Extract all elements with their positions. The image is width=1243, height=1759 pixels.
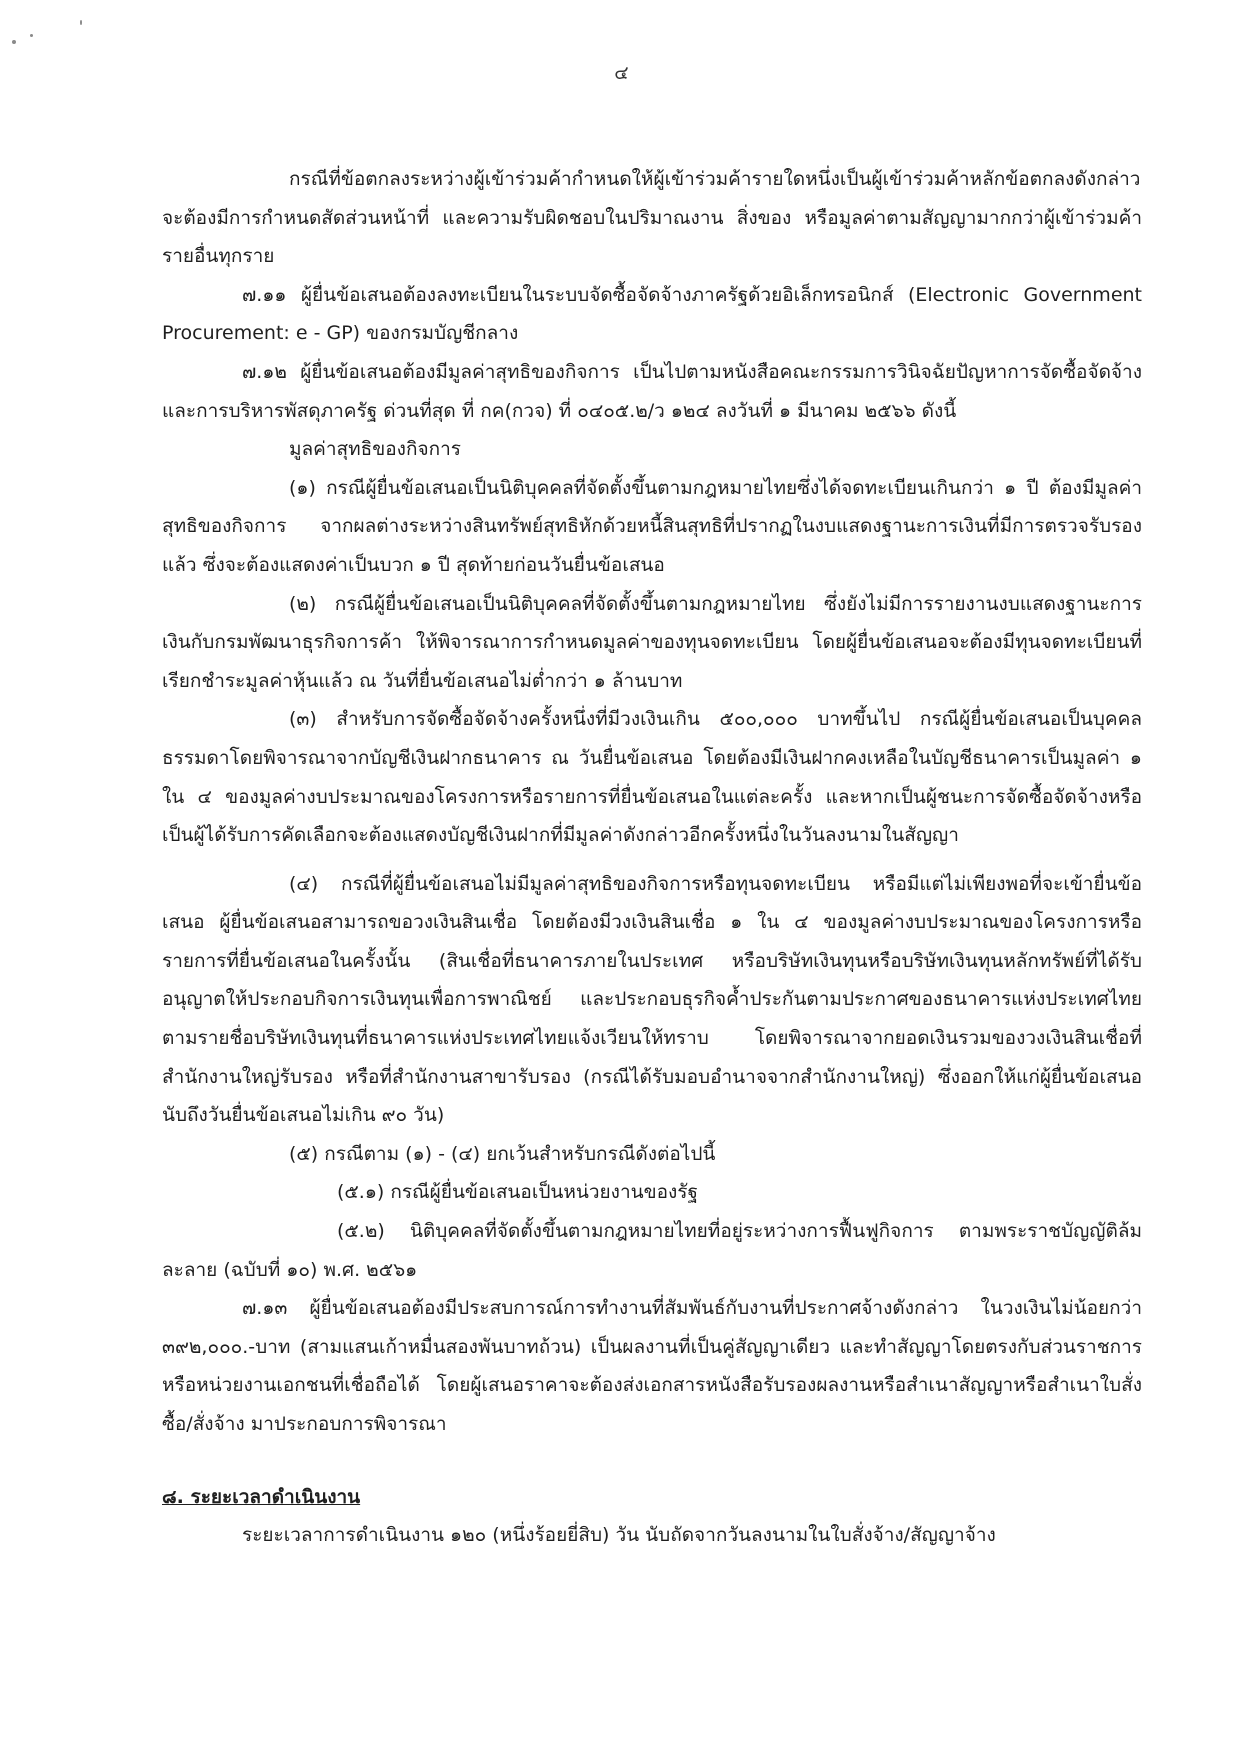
paragraph-item-3: (๓) สำหรับการจัดซื้อจัดจ้างครั้งหนึ่งที่มีวงเงินเกิน ๕๐๐,๐๐๐ บาทขึ้นไป กรณีผู้ยื่นข้อเสนอเป็นบุคคลธรรมดาโดยพิจารณาจากบัญชีเงินฝากธนาคาร ณ วันยื่นข้อเสนอ โดยต้องมีเงินฝากคงเหลือในบัญชีธนาคารเป็นมูลค่า ๑ ใน ๔ ของมูลค่างบประมาณของโครงการหรือรายการที่ยื่นข้อเสนอในแต่ละครั้ง และหากเป็นผู้ชนะการจัดซื้อจัดจ้างหรือเป็นผู้ได้รับการคัดเลือกจะต้องแสดงบัญชีเงินฝากที่มีมูลค่าดังกล่าวอีกครั้งหนึ่งในวันลงนามในสัญญา <box>162 708 1142 847</box>
document-body <box>162 160 1142 1555</box>
paragraph-item-1: (๑) กรณีผู้ยื่นข้อเสนอเป็นนิติบุคคลที่จัดตั้งขึ้นตามกฎหมายไทยซึ่งได้จดทะเบียนเกินกว่า ๑ ปี ต้องมีมูลค่าสุทธิของกิจการ จากผลต่างระหว่างสินทรัพย์สุทธิหักด้วยหนี้สินสุทธิที่ปรากฏในงบแสดงฐานะการเงินที่มีการตรวจรับรองแล้ว ซึ่งจะต้องแสดงค่าเป็นบวก ๑ ปี สุดท้ายก่อนวันยื่นข้อเสนอ <box>162 476 1142 576</box>
paragraph-7-13: ๗.๑๓ ผู้ยื่นข้อเสนอต้องมีประสบการณ์การทำงานที่สัมพันธ์กับงานที่ประกาศจ้างดังกล่าว ในวงเงินไม่น้อยกว่า ๓๙๒,๐๐๐.-บาท (สามแสนเก้าหมื่นสองพันบาทถ้วน) เป็นผลงานที่เป็นคู่สัญญาเดียว และทำสัญญาโดยตรงกับส่วนราชการหรือหน่วยงานเอกชนที่เชื่อถือได้ โดยผู้เสนอราคาจะต้องส่งเอกสารหนังสือรับรองผลงานหรือสำเนาสัญญาหรือสำเนาใบสั่งซื้อ/สั่งจ้าง มาประกอบการพิจารณา <box>162 1297 1142 1435</box>
section-8-heading: ๘. ระยะเวลาดำเนินงาน <box>162 1485 361 1508</box>
scan-specks <box>10 18 90 48</box>
paragraph-item-5-2: (๕.๒) นิติบุคคลที่จัดตั้งขึ้นตามกฎหมายไทยที่อยู่ระหว่างการฟื้นฟูกิจการ ตามพระราชบัญญัติล้มละลาย (ฉบับที่ ๑๐) พ.ศ. ๒๕๖๑ <box>162 1220 1142 1281</box>
paragraph-joint-venture-lead: กรณีที่ข้อตกลงระหว่างผู้เข้าร่วมค้ากำหนดให้ผู้เข้าร่วมค้ารายใดหนึ่งเป็นผู้เข้าร่วมค้าหลักข้อตกลงดังกล่าวจะต้องมีการกำหนดสัดส่วนหน้าที่ และความรับผิดชอบในปริมาณงาน สิ่งของ หรือมูลค่าตามสัญญามากกว่าผู้เข้าร่วมค้ารายอื่นทุกราย <box>162 168 1142 268</box>
paragraph-7-12: ๗.๑๒ ผู้ยื่นข้อเสนอต้องมีมูลค่าสุทธิของกิจการ เป็นไปตามหนังสือคณะกรรมการวินิจฉัยปัญหาการจัดซื้อจัดจ้างและการบริหารพัสดุภาครัฐ ด่วนที่สุด ที่ กค(กวจ) ที่ ๐๔๐๕.๒/ว ๑๒๔ ลงวันที่ ๑ มีนาคม ๒๕๖๖ ดังนี้ <box>162 360 1142 422</box>
paragraph-item-4: (๔) กรณีที่ผู้ยื่นข้อเสนอไม่มีมูลค่าสุทธิของกิจการหรือทุนจดทะเบียน หรือมีแต่ไม่เพียงพอที่จะเข้ายื่นข้อเสนอ ผู้ยื่นข้อเสนอสามารถขอวงเงินสินเชื่อ โดยต้องมีวงเงินสินเชื่อ ๑ ใน ๔ ของมูลค่างบประมาณของโครงการหรือรายการที่ยื่นข้อเสนอในครั้งนั้น (สินเชื่อที่ธนาคารภายในประเทศ หรือบริษัทเงินทุนหรือบริษัทเงินทุนหลักทรัพย์ที่ได้รับอนุญาตให้ประกอบกิจการเงินทุนเพื่อการพาณิชย์ และประกอบธุรกิจค้ำประกันตามประกาศของธนาคารแห่งประเทศไทย ตามรายชื่อบริษัทเงินทุนที่ธนาคารแห่งประเทศไทยแจ้งเวียนให้ทราบ โดยพิจารณาจากยอดเงินรวมของวงเงินสินเชื่อที่สำนักงานใหญ่รับรอง หรือที่สำนักงานสาขารับรอง (กรณีได้รับมอบอำนาจจากสำนักงานใหญ่) ซึ่งออกให้แก่ผู้ยื่นข้อเสนอ นับถึงวันยื่นข้อเสนอไม่เกิน ๙๐ วัน) <box>162 872 1142 1127</box>
scan-speck <box>12 40 16 44</box>
subheading-net-worth: มูลค่าสุทธิของกิจการ <box>289 438 461 461</box>
paragraph-7-11: ๗.๑๑ ผู้ยื่นข้อเสนอต้องลงทะเบียนในระบบจัดซื้อจัดจ้างภาครัฐด้วยอิเล็กทรอนิกส์ (Electronic Government Procurement: e - GP) ของกรมบัญชีกลาง <box>162 283 1142 345</box>
paragraph-item-5: (๕) กรณีตาม (๑) - (๔) ยกเว้นสำหรับกรณีดังต่อไปนี้ <box>289 1142 716 1165</box>
scan-speck <box>80 20 82 25</box>
paragraph-item-2: (๒) กรณีผู้ยื่นข้อเสนอเป็นนิติบุคคลที่จัดตั้งขึ้นตามกฎหมายไทย ซึ่งยังไม่มีการรายงานงบแสดงฐานะการเงินกับกรมพัฒนาธุรกิจการค้า ให้พิจารณาการกำหนดมูลค่าของทุนจดทะเบียน โดยผู้ยื่นข้อเสนอจะต้องมีทุนจดทะเบียนที่เรียกชำระมูลค่าหุ้นแล้ว ณ วันที่ยื่นข้อเสนอไม่ต่ำกว่า ๑ ล้านบาท <box>162 592 1142 692</box>
paragraph-item-5-1: (๕.๑) กรณีผู้ยื่นข้อเสนอเป็นหน่วยงานของรัฐ <box>337 1181 698 1204</box>
scan-speck <box>30 34 33 37</box>
section-8-body: ระยะเวลาการดำเนินงาน ๑๒๐ (หนึ่งร้อยยี่สิบ) วัน นับถัดจากวันลงนามในใบสั่งจ้าง/สัญญาจ้าง <box>242 1524 996 1547</box>
page-number: ๔ <box>614 62 629 84</box>
